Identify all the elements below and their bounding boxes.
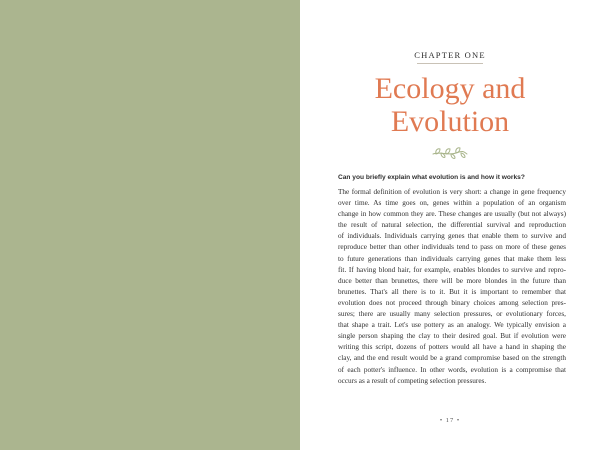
leafy-vine-ornament-icon	[430, 146, 470, 160]
text-line: fit. If having blond hair, for example, enables blondes to survive and repro-	[338, 265, 566, 274]
text-line: clay, and the end result would be a grand compromise based on the strength	[338, 354, 566, 363]
text-line: that shape a trait. Let's use pottery as an analogy. We typically envision a	[338, 321, 566, 330]
text-line: single person shaping the clay to their desired goal. But if evolution were	[338, 332, 566, 341]
text-line: of each potter's influence. In other words, evolution is a compromise that	[338, 365, 566, 374]
text-line: the result of natural selection, the differential survival and reproduction	[338, 221, 566, 230]
text-line: to future generations than individuals carrying genes that make them less	[338, 254, 566, 263]
chapter-label: CHAPTER ONE	[414, 50, 486, 60]
chapter-label-rule	[417, 63, 483, 64]
right-page	[300, 0, 600, 450]
page-number: • 17 •	[439, 417, 461, 424]
answer-paragraph	[338, 187, 566, 387]
text-line: evolution does not proceed through binary choices among selection pres-	[338, 298, 566, 307]
chapter-title	[300, 72, 600, 138]
chapter-title-line-1: Ecology and	[374, 72, 526, 105]
chapter-title-line-2: Evolution	[390, 105, 510, 138]
question-heading: Can you briefly explain what evolution is and how it works?	[338, 174, 525, 181]
text-line: writing this script, dozens of potters would all have a hand in shaping the	[338, 343, 566, 352]
text-line: of individuals. Individuals carrying genes that enable them to survive and	[338, 232, 566, 241]
text-line: sures; there are usually many selection pressures, or evolutionary forces,	[338, 310, 566, 319]
body-text	[338, 173, 566, 387]
text-line: occurs as a result of competing selection pressures.	[338, 376, 487, 385]
text-line: duce better than brunettes, there will be more blondes in the future than	[338, 276, 566, 285]
text-line: reproduce better than other individuals tend to pass on more of these genes	[338, 243, 566, 252]
text-line: change in how common they are. These changes are usually (but not always)	[338, 210, 566, 219]
text-line: over time. As time goes on, genes within a population of an organism	[338, 199, 566, 208]
text-line: The formal definition of evolution is very short: a change in gene frequency	[338, 188, 566, 196]
text-line: brunettes. That's all there is to it. But it is important to remember that	[338, 287, 566, 296]
